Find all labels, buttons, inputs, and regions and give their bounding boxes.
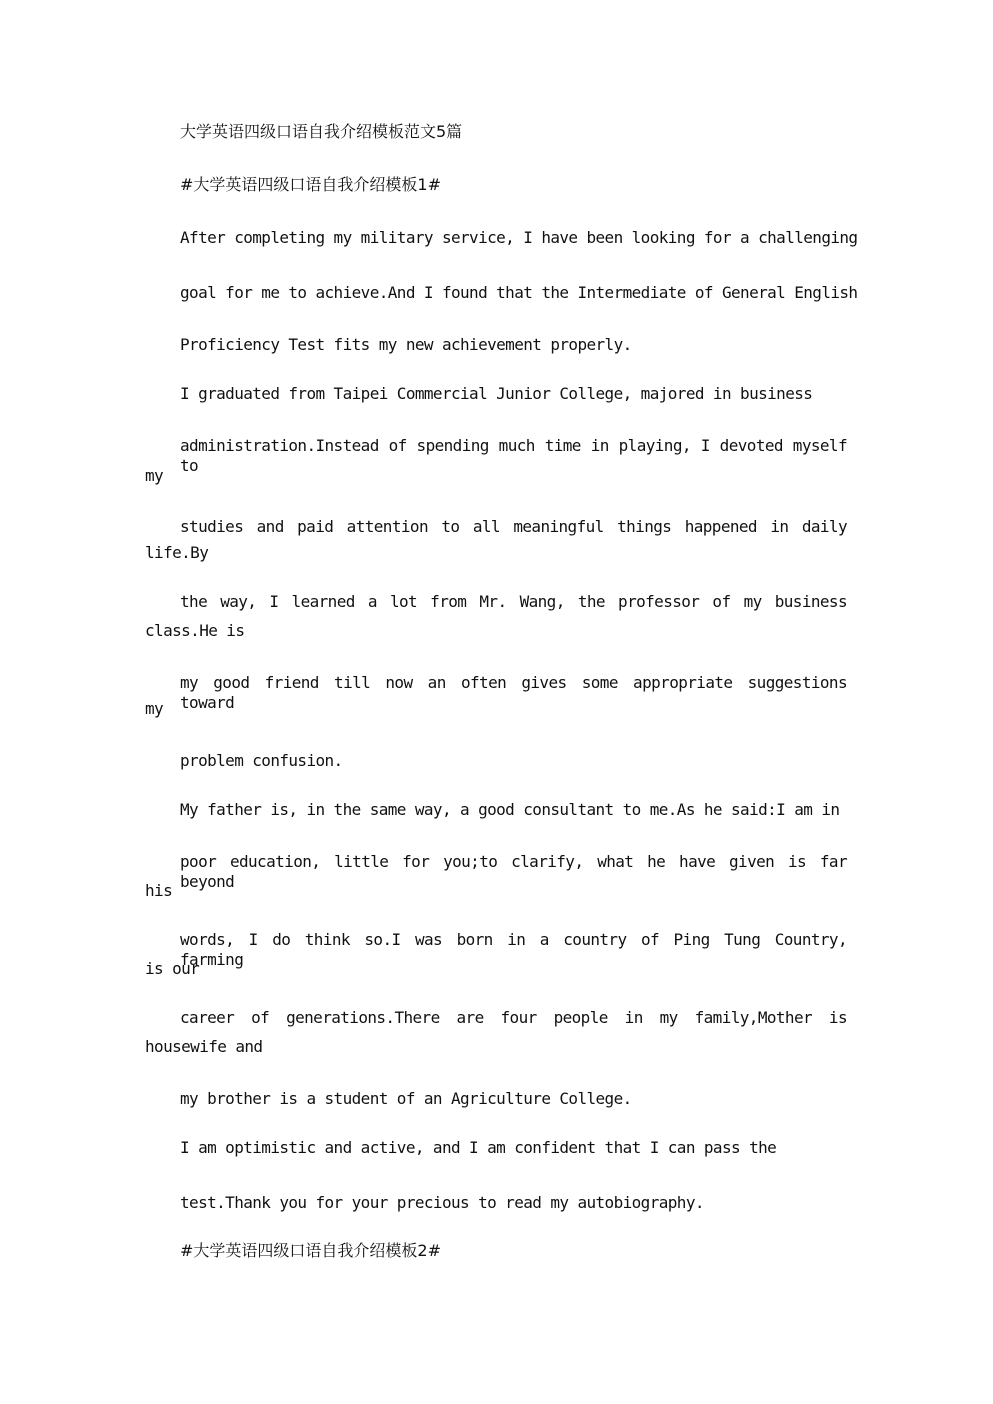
paragraph-line: I graduated from Taipei Commercial Junior College, majored in business <box>180 384 813 403</box>
paragraph-line: life.By <box>145 543 209 562</box>
paragraph-line: the way, I learned a lot from Mr. Wang, the professor of my business <box>180 592 847 611</box>
paragraph-line: my brother is a student of an Agriculture College. <box>180 1089 632 1108</box>
paragraph-line: My father is, in the same way, a good consultant to me.As he said:I am in <box>180 800 840 819</box>
paragraph-line: my good friend till now an often gives some appropriate suggestions toward <box>180 673 847 712</box>
paragraph-line: After completing my military service, I have been looking for a challenging <box>180 228 858 247</box>
paragraph-line: housewife and <box>145 1037 263 1056</box>
paragraph-line: words, I do think so.I was born in a country of Ping Tung Country, farming <box>180 930 847 969</box>
paragraph-line: Proficiency Test fits my new achievement properly. <box>180 335 632 354</box>
paragraph-line: class.He is <box>145 621 245 640</box>
paragraph-line: studies and paid attention to all meaningful things happened in daily <box>180 517 847 536</box>
paragraph-line: his <box>145 881 173 900</box>
section-heading-2: #大学英语四级口语自我介绍模板2# <box>180 1241 441 1260</box>
paragraph-line: my <box>145 466 164 485</box>
paragraph-line: I am optimistic and active, and I am confident that I can pass the <box>180 1138 777 1157</box>
paragraph-line: administration.Instead of spending much time in playing, I devoted myself to <box>180 436 847 475</box>
section-heading-1: #大学英语四级口语自我介绍模板1# <box>180 175 441 194</box>
paragraph-line: test.Thank you for your precious to read my autobiography. <box>180 1193 704 1212</box>
paragraph-line: problem confusion. <box>180 751 343 770</box>
paragraph-line: is our <box>145 959 200 978</box>
paragraph-line: my <box>145 699 164 718</box>
paragraph-line: career of generations.There are four people in my family,Mother is <box>180 1008 847 1027</box>
paragraph-line: poor education, little for you;to clarify, what he have given is far beyond <box>180 852 847 891</box>
paragraph-line: goal for me to achieve.And I found that the Intermediate of General English <box>180 283 858 302</box>
document-title: 大学英语四级口语自我介绍模板范文5篇 <box>180 122 463 141</box>
